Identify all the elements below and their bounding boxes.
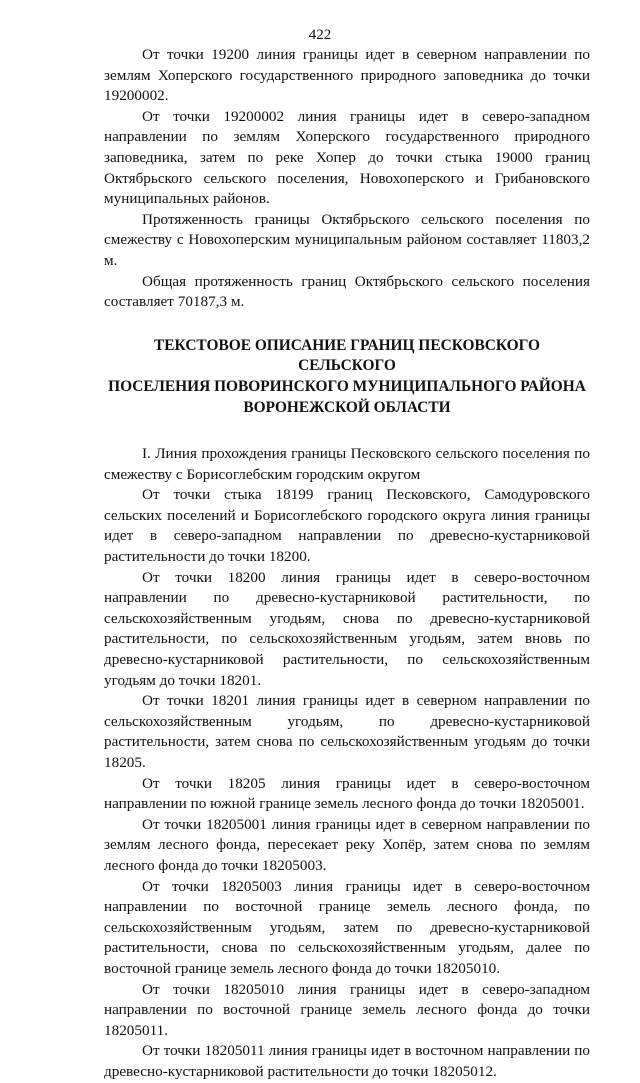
paragraph: От точки 18205011 линия границы идет в восточном направлении по древесно-кустарниковой растительности до точки 18205012. — [104, 1042, 590, 1080]
paragraph: От точки 18205001 линия границы идет в северном направлении по землям лесного фонда, пересекает реку Хопёр, затем снова по землям лесного фонда до точки 18205003. — [104, 815, 590, 874]
paragraph: От точки 18201 линия границы идет в северном направлении по сельскохозяйственным угодьям, по древесно-кустарниковой растительности, затем снова по сельскохозяйственным угодьям до точки 18205. — [104, 692, 590, 771]
page-number: 422 — [308, 27, 332, 43]
heading-line: ПОСЕЛЕНИЯ ПОВОРИНСКОГО МУНИЦИПАЛЬНОГО РАЙОНА — [108, 377, 586, 395]
paragraph: От точки 18205003 линия границы идет в северо-восточном направлении по восточной границе земель лесного фонда, по сельскохозяйственным угодьям, затем по древесно-кустарниковой растительности, снова по сельскохозяйственным угодьям, далее по восточной границе земель лесного фонда до точки 18205010. — [104, 877, 590, 977]
paragraph: От точки 18200 линия границы идет в северо-восточном направлении по древесно-кустарниковой растительности, по сельскохозяйственным угодьям, снова по древесно-кустарниковой растительности, по сельскохозяйственным угодьям, затем вновь по древесно-кустарниковой растительности, по сельскохозяйственным угодьям до точки 18201. — [104, 568, 590, 689]
section-heading — [104, 336, 590, 418]
heading-line: ВОРОНЕЖСКОЙ ОБЛАСТИ — [243, 398, 451, 416]
paragraph: Общая протяженность границ Октябрьского сельского поселения составляет 70187,3 м. — [104, 272, 590, 311]
paragraph: От точки 18205 линия границы идет в северо-восточном направлении по южной границе земель лесного фонда до точки 18205001. — [104, 774, 590, 813]
heading-line: ТЕКСТОВОЕ ОПИСАНИЕ ГРАНИЦ ПЕСКОВСКОГО СЕЛЬСКОГО — [154, 336, 540, 375]
subsection-title: I. Линия прохождения границы Песковского сельского поселения по смежеству с Борисоглебским городским округом — [104, 445, 590, 483]
document-body — [104, 45, 590, 1083]
paragraph: От точки 19200002 линия границы идет в северо-западном направлении по землям Хоперского государственного природного заповедника, затем по реке Хопер до точки стыка 19000 границ Октябрьского сельского поселения, Новохоперского и Грибановского муниципальных районов. — [104, 107, 590, 208]
paragraph: От точки 18205010 линия границы идет в северо-западном направлении по восточной границе земель лесного фонда до точки 18205011. — [104, 980, 590, 1039]
paragraph: От точки 19200 линия границы идет в северном направлении по землям Хоперского государственного природного заповедника до точки 19200002. — [104, 46, 590, 105]
paragraph: Протяженность границы Октябрьского сельского поселения по смежеству с Новохоперским муниципальным районом составляет 11803,2 м. — [104, 210, 590, 269]
paragraph: От точки стыка 18199 границ Песковского, Самодуровского сельских поселений и Борисоглебского городского округа линия границы идет в северо-западном направлении по древесно-кустарниковой растительности до точки 18200. — [104, 486, 590, 566]
